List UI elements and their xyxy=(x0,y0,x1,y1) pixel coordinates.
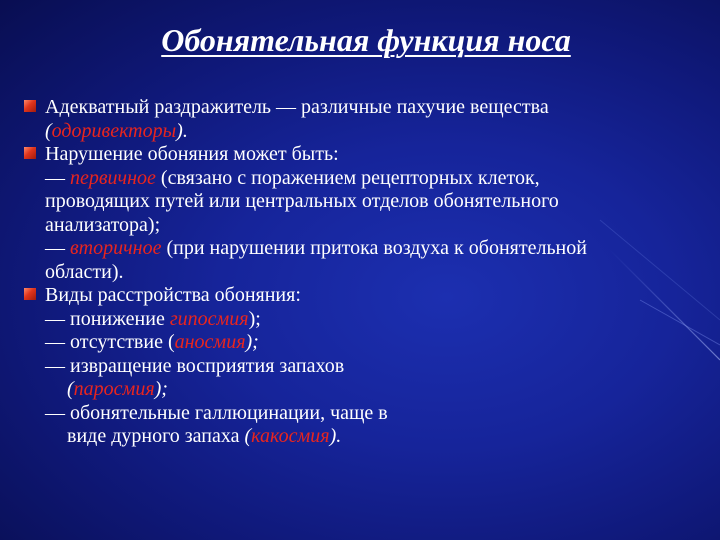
disorder-heading: Нарушение обоняния может быть: xyxy=(45,143,339,165)
type-anosmia xyxy=(45,331,714,355)
paren-close: ). xyxy=(176,119,188,142)
paren-open: ( xyxy=(45,119,52,142)
secondary-line xyxy=(45,237,714,261)
types-heading: Виды расстройства обоняния: xyxy=(45,284,301,306)
dash: — xyxy=(45,166,70,189)
primary-rest: (связано с поражением рецепторных клеток, xyxy=(155,166,540,189)
term-parosmia: паросмия xyxy=(73,378,155,400)
type-parosmia-term-line xyxy=(45,378,714,402)
square-bullet-icon xyxy=(24,100,36,112)
paren-close: ); xyxy=(248,307,261,330)
bullet-item-types xyxy=(24,284,714,449)
square-bullet-icon xyxy=(24,147,36,159)
secondary-line-2: области). xyxy=(45,260,124,283)
term-odorivectors: одоривекторы xyxy=(51,119,177,142)
paren-open: ( xyxy=(244,425,252,447)
term-hyposmia: гипосмия xyxy=(169,307,249,330)
term-primary: первичное xyxy=(70,166,156,189)
stimulus-text: Адекватный раздражитель — различные пахучие вещества xyxy=(45,96,549,118)
stimulus-term-line xyxy=(45,120,714,144)
primary-line-2: проводящих путей или центральных отделов обонятельного xyxy=(45,190,559,212)
type-cacosmia: — обонятельные галлюцинации, чаще в xyxy=(45,401,388,424)
term-anosmia: аносмия xyxy=(174,331,246,353)
type-anosmia-label: — отсутствие ( xyxy=(45,331,175,353)
secondary-rest: (при нарушении притока воздуха к обонятельной xyxy=(161,237,587,259)
cacosmia-desc: виде дурного запаха xyxy=(67,425,245,447)
dash: — xyxy=(45,237,70,259)
paren-open: ( xyxy=(67,378,74,400)
type-cacosmia-line-2 xyxy=(45,425,714,449)
type-hyposmia xyxy=(45,308,714,332)
primary-line xyxy=(45,167,714,191)
bullet-item-disorder xyxy=(24,143,714,284)
type-parosmia: — извращение восприятия запахов xyxy=(45,354,345,377)
primary-line-3: анализатора); xyxy=(45,213,161,236)
paren-close: ); xyxy=(154,378,168,400)
square-bullet-icon xyxy=(24,288,36,300)
paren-close: ); xyxy=(245,331,259,353)
term-cacosmia: какосмия xyxy=(251,425,330,447)
term-secondary: вторичное xyxy=(70,237,162,259)
slide-title: Обонятельная функция носа xyxy=(161,22,571,58)
bullet-item-stimulus xyxy=(24,96,714,143)
paren-close: ). xyxy=(329,425,342,447)
slide-content xyxy=(24,96,714,449)
type-hyposmia-label: — понижение xyxy=(45,307,170,330)
